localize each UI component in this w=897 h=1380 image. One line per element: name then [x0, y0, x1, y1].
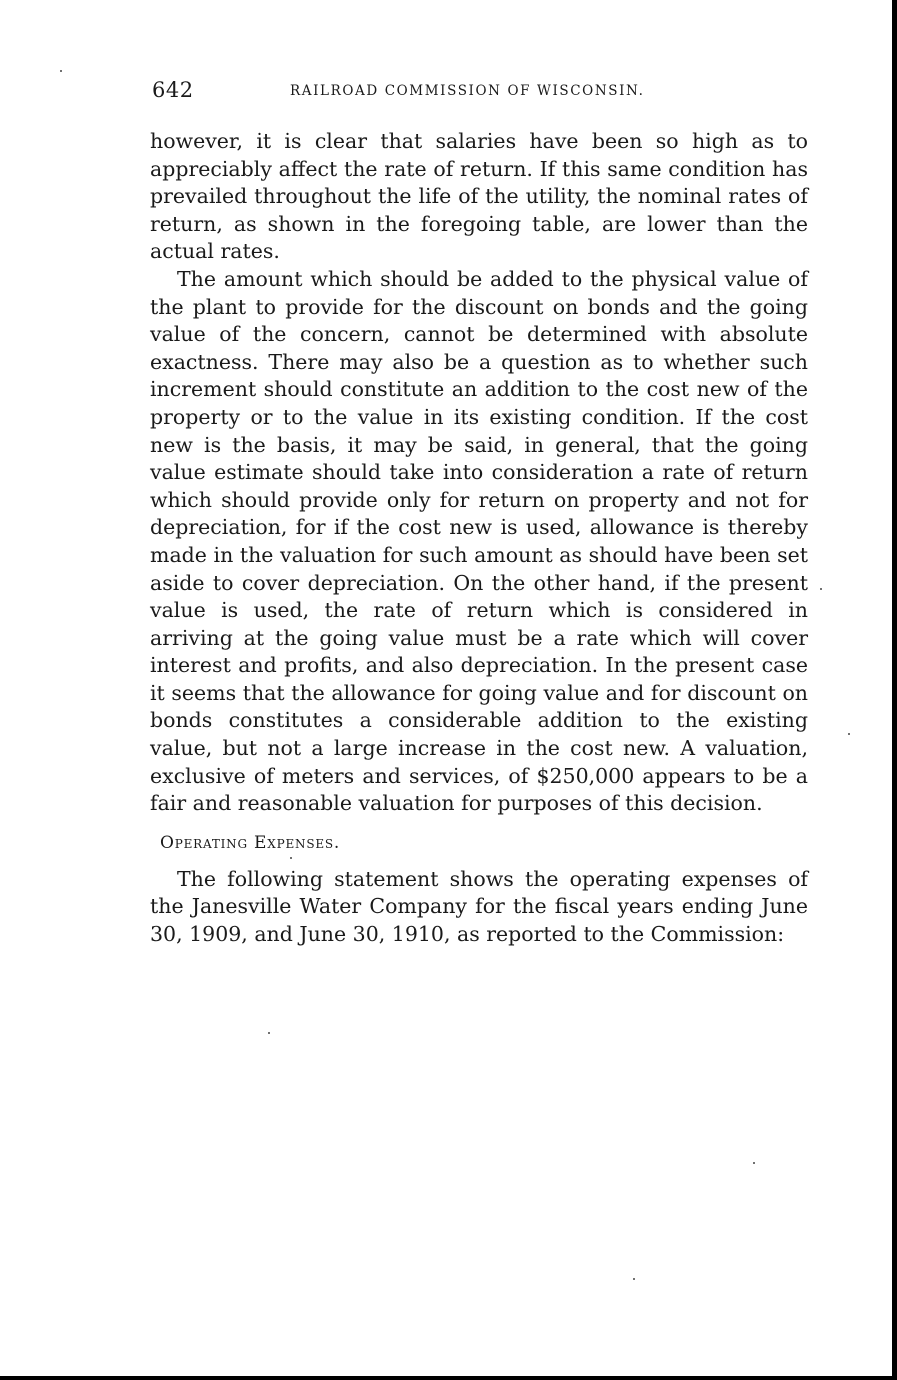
scan-speck [60, 70, 62, 72]
scan-right-edge [892, 0, 897, 1380]
page-header [152, 78, 812, 108]
scan-speck [633, 1278, 635, 1280]
scan-speck [848, 733, 850, 735]
page-number: 642 [152, 78, 194, 102]
scan-speck [290, 857, 292, 859]
paragraph-operating-expenses: The following statement shows the operating expenses of the Janesville Water Company for the fiscal years ending June 30, 1909, and June 30, 1910, as reported to the Commission: [150, 866, 808, 947]
scan-speck [268, 1032, 270, 1034]
scan-bottom-edge [0, 1376, 897, 1380]
scan-speck [753, 1162, 755, 1164]
running-head: RAILROAD COMMISSION OF WISCONSIN. [290, 83, 645, 99]
body-text [150, 128, 808, 949]
section-heading: Operating Expenses. [160, 832, 341, 853]
scan-speck [820, 588, 822, 590]
paragraph-valuation: The amount which should be added to the physical value of the plant to provide for the discount on bonds and the going value of the concern, cannot be determined with absolute exactness. There may also be a question as to whether such increment should constitute an addition to the cost new of the property or to the value in its existing condition. If the cost new is the basis, it may be said, in general, that the going value estimate should take into consideration a rate of return which should provide only for return on property and not for depreciation, for if the cost new is used, allowance is thereby made in the valuation for such amount as should have been set aside to cover depreciation. On the other hand, if the present value is used, the rate of return which is considered in arriving at the going value must be a rate which will cover interest and profits, and also depreciation. In the present case it seems that the allowance for going value and for discount on bonds constitutes a considerable addition to the existing value, but not a large increase in the cost new. A valuation, exclusive of meters and services, of $250,000 appears to be a fair and reasonable valuation for purposes of this decision. [150, 266, 808, 816]
paragraph-continued: however, it is clear that salaries have been so high as to appreciably affect the rate of return. If this same condition has prevailed throughout the life of the utility, the nominal rates of return, as shown in the foregoing table, are lower than the actual rates. [150, 129, 808, 264]
